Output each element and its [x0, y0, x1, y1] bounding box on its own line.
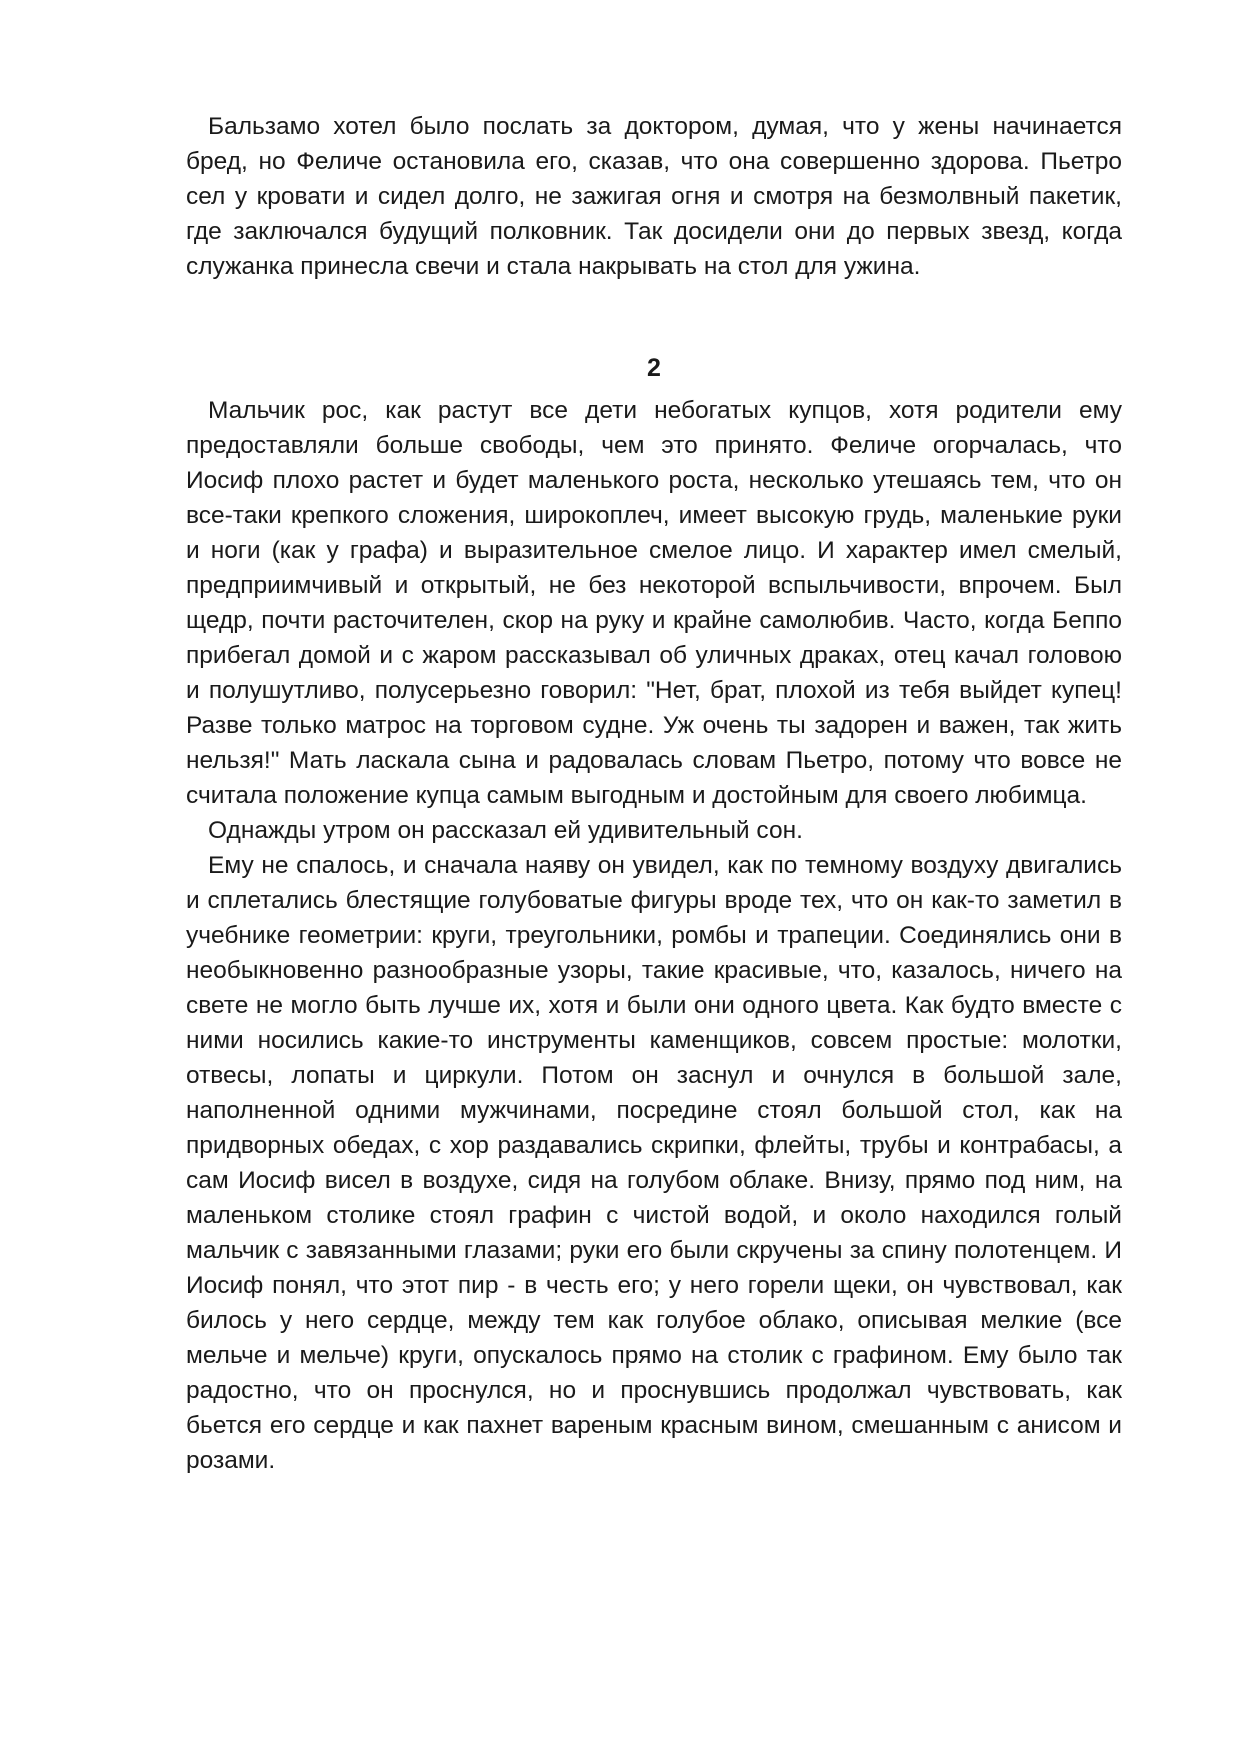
document-page — [186, 109, 1122, 1478]
paragraph-4: Ему не спалось, и сначала наяву он увидел, как по темному воздуху двигались и сплетались блестящие голубоватые фигуры вроде тех, что он как-то заметил в учебнике геометрии: круги, треугольники, ромбы и трапеции. Соединялись они в необыкновенно разнообразные узоры, такие красивые, что, казалось, ничего на свете не могло быть лучше их, хотя и были они одного цвета. Как будто вместе с ними носились какие-то инструменты каменщиков, совсем простые: молотки, отвесы, лопаты и циркули. Потом он заснул и очнулся в большой зале, наполненной одними мужчинами, посредине стоял большой стол, как на придворных обедах, с хор раздавались скрипки, флейты, трубы и контрабасы, а сам Иосиф висел в воздухе, сидя на голубом облаке. Внизу, прямо под ним, на маленьком столике стоял графин с чистой водой, и около находился голый мальчик с завязанными глазами; руки его были скручены за спину полотенцем. И Иосиф понял, что этот пир - в честь его; у него горели щеки, он чувствовал, как билось у него сердце, между тем как голубое облако, описывая мелкие (все мельче и мельче) круги, опускалось прямо на столик с графином. Ему было так радостно, что он проснулся, но и проснувшись продолжал чувствовать, как бьется его сердце и как пахнет вареным красным вином, смешанным с анисом и розами. — [186, 852, 1122, 1474]
paragraph-3: Однажды утром он рассказал ей удивительный сон. — [208, 817, 803, 844]
paragraph-2: Мальчик рос, как растут все дети небогатых купцов, хотя родители ему предоставляли больше свободы, чем это принято. Феличе огорчалась, что Иосиф плохо растет и будет маленького роста, несколько утешаясь тем, что он все-таки крепкого сложения, широкоплеч, имеет высокую грудь, маленькие руки и ноги (как у графа) и выразительное смелое лицо. И характер имел смелый, предприимчивый и открытый, не без некоторой вспыльчивости, впрочем. Был щедр, почти расточителен, скор на руку и крайне самолюбив. Часто, когда Беппо прибегал домой и с жаром рассказывал об уличных драках, отец качал головою и полушутливо, полусерьезно говорил: "Нет, брат, плохой из тебя выйдет купец! Разве только матрос на торговом судне. Уж очень ты задорен и важен, так жить нельзя!" Мать ласкала сына и радовалась словам Пьетро, потому что вовсе не считала положение купца самым выгодным и достойным для своего любимца. — [186, 397, 1122, 809]
paragraph-1: Бальзамо хотел было послать за доктором, думая, что у жены начинается бред, но Феличе остановила его, сказав, что она совершенно здорова. Пьетро сел у кровати и сидел долго, не зажигая огня и смотря на безмолвный пакетик, где заключался будущий полковник. Так досидели они до первых звезд, когда служанка принесла свечи и стала накрывать на стол для ужина. — [186, 113, 1122, 280]
chapter-number: 2 — [647, 354, 661, 382]
